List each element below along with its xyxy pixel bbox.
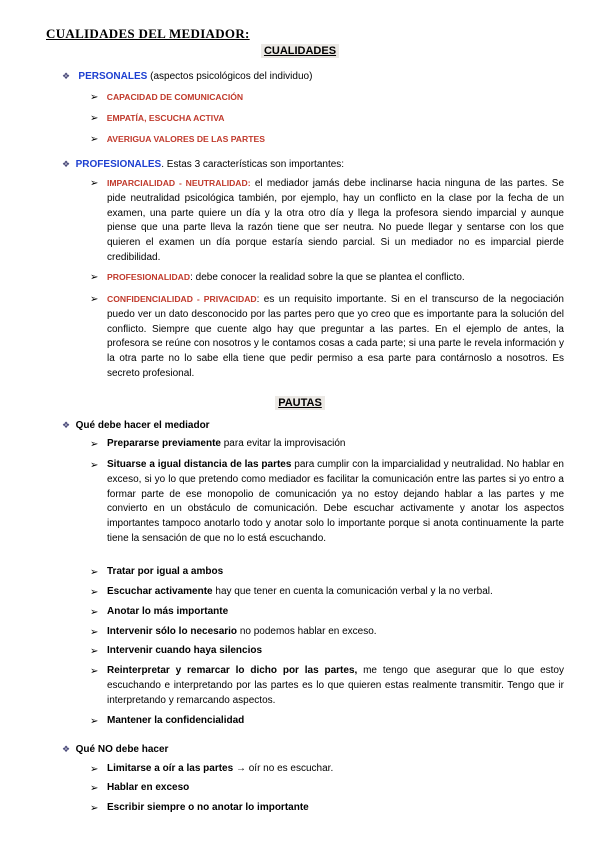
arrow-bullet-icon: ➢ — [90, 646, 99, 657]
que-hacer-subitem: Prepararse previamente para evitar la improvisación — [107, 438, 346, 449]
arrow-bullet-icon: ➢ — [90, 627, 99, 638]
que-hacer-subitem: Escuchar activamente hay que tener en cuenta la comunicación verbal y la no verbal. — [107, 586, 493, 597]
personales-subitem: ➢ CAPACIDAD DE COMUNICACIÓN — [90, 92, 244, 103]
que-no-hacer-subitem: Escribir siempre o no anotar lo importante — [107, 802, 309, 813]
arrow-bullet-icon: ➢ — [90, 666, 99, 677]
que-hacer-item: ❖ Qué debe hacer el mediador — [62, 420, 210, 431]
que-hacer-subitem: Reinterpretar y remarcar lo dicho por las partes, me tengo que asegurar que lo que estoy escuchando e interpretando por las partes es lo que quieren estas realmente transmitir. Tengo que ir interpretando y remarcando aspectos. — [107, 665, 564, 706]
que-hacer-subitem: Intervenir cuando haya silencios — [107, 645, 263, 656]
que-hacer-subitem: Tratar por igual a ambos — [107, 566, 224, 577]
diamond-bullet-icon: ❖ — [62, 159, 71, 169]
cualidades-heading: CUALIDADES — [0, 45, 600, 57]
personales-subitem: ➢ AVERIGUA VALORES DE LAS PARTES — [90, 134, 265, 145]
arrow-bullet-icon: ➢ — [90, 460, 99, 471]
arrow-bullet-icon: ➢ — [90, 803, 99, 814]
arrow-bullet-icon: ➢ — [90, 178, 99, 189]
que-hacer-subitem: Situarse a igual distancia de las partes para cumplir con la imparcialidad y neutralidad. No hablar en exceso, si yo lo que pretendo como mediador es facilitar la comunicación entre las partes si yo entro a formar parte de ese monopolio de comunicación ya no estoy dejando hablar a las partes y me convierto en un obstáculo de comunicación. Debe escuchar activamente y anotar los aspectos importantes tampoco anotarlo todo y anotar solo lo importante porque si anota continuamente la parte tiene la sensación de que no lo está escuchando. — [107, 459, 564, 544]
profesionales-label: PROFESIONALES — [75, 159, 162, 170]
diamond-bullet-icon: ❖ — [62, 420, 71, 430]
profesionales-subitem: IMPARCIALIDAD - NEUTRALIDAD: el mediador jamás debe inclinarse hacia ninguna de las partes. Se pide neutralidad psicológica también, por ejemplo, hay un conflicto en la clase por la fecha de un examen, una parte quiere un día y la otra otro día y llega la profesora siendo imparcial y aunque piense que una parte lleva la razón tiene que ser neutra. No puede llegar y sentarse con los que quieren el examen un día porque estaría siendo parcial. Si un mediador no es imparcial pierde credibilidad. — [107, 178, 565, 263]
diamond-bullet-icon: ❖ — [62, 71, 71, 81]
pautas-heading: PAUTAS — [0, 397, 600, 409]
arrow-bullet-icon: ➢ — [90, 783, 99, 794]
que-no-hacer-subitem: Hablar en exceso — [107, 782, 190, 793]
que-hacer-subitem: Anotar lo más importante — [107, 606, 229, 617]
que-hacer-subitem: Mantener la confidencialidad — [107, 715, 245, 726]
arrow-bullet-icon: ➢ — [90, 92, 99, 103]
arrow-bullet-icon: ➢ — [90, 567, 99, 578]
que-no-hacer-item: ❖ Qué NO debe hacer — [62, 744, 169, 755]
profesionales-desc: . Estas 3 características son importantes: — [161, 159, 345, 170]
arrow-bullet-icon: ➢ — [90, 716, 99, 727]
arrow-bullet-icon: ➢ — [90, 607, 99, 618]
personales-subitem: ➢ EMPATÍA, ESCUCHA ACTIVA — [90, 113, 225, 124]
arrow-bullet-icon: ➢ — [90, 439, 99, 450]
personales-desc: (aspectos psicológicos del individuo) — [150, 71, 313, 82]
arrow-bullet-icon: ➢ — [90, 134, 99, 145]
arrow-bullet-icon: ➢ — [90, 294, 99, 305]
profesionales-item — [62, 157, 562, 173]
profesionales-subitem: PROFESIONALIDAD: debe conocer la realidad sobre la que se plantea el conflicto. — [107, 272, 465, 283]
profesionales-subitem: CONFIDENCIALIDAD - PRIVACIDAD: es un requisito importante. Si en el transcurso de la negociación puedo ver un dato desconocido por las partes pero que yo creo que es importante para la solución del conflicto. Siempre que cuente algo hay que preguntar a las partes. En el ejemplo de antes, la profesora se reúne con nosotros y le contamos cosas a cada parte; si una parte le revela información y la otra parte no lo sabe ella tiene que pedir permiso a esa parte para contárnoslo a nosotros. Es secreto profesional. — [107, 294, 564, 379]
que-no-hacer-subitem: Limitarse a oír a las partes → oír no es escuchar. — [107, 763, 334, 774]
personales-label: PERSONALES — [78, 71, 148, 82]
arrow-bullet-icon: ➢ — [90, 272, 99, 283]
arrow-bullet-icon: ➢ — [90, 587, 99, 598]
arrow-bullet-icon: ➢ — [90, 113, 99, 124]
diamond-bullet-icon: ❖ — [62, 744, 71, 754]
arrow-bullet-icon: ➢ — [90, 764, 99, 775]
document-title: CUALIDADES DEL MEDIADOR: — [46, 26, 250, 41]
que-hacer-subitem: Intervenir sólo lo necesario no podemos hablar en exceso. — [107, 626, 377, 637]
personales-item — [62, 69, 562, 85]
